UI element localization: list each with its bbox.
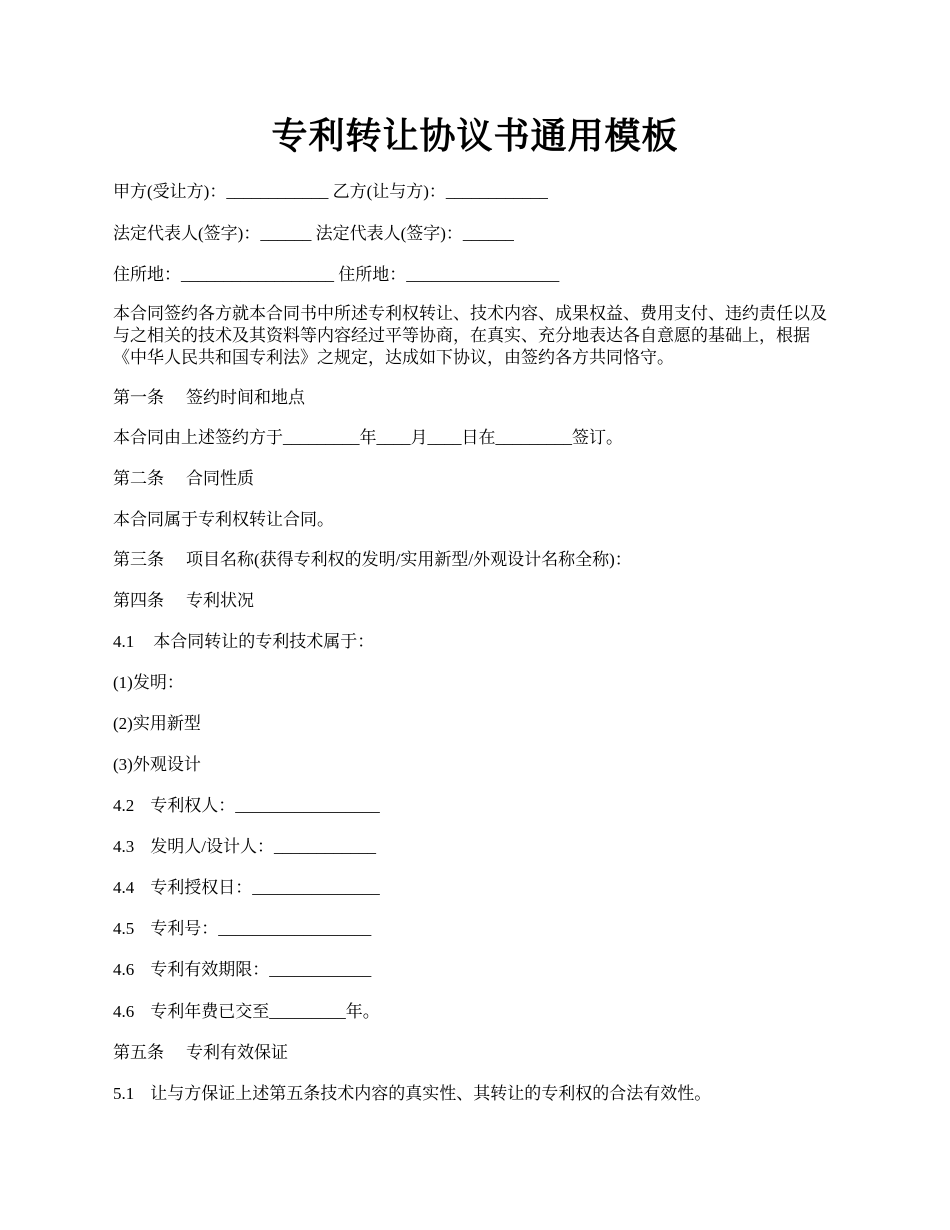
option-invention: (1)发明： <box>113 673 184 692</box>
rep-b-field: 法定代表人(签字)：______ <box>315 224 514 243</box>
clause-text: 让与方保证上述第五条技术内容的真实性、其转让的专利权的合法有效性。 <box>150 1084 712 1103</box>
address-a-field: 住所地：__________________ <box>113 265 334 284</box>
representatives-line <box>113 223 843 245</box>
article-title: 项目名称(获得专利权的发明/实用新型/外观设计名称全称)： <box>186 550 632 569</box>
clause-4-5 <box>113 918 843 940</box>
article-4-heading <box>113 590 843 612</box>
clause-number: 4.5 <box>113 919 135 938</box>
clause-number: 4.4 <box>113 878 135 897</box>
article-2-heading <box>113 468 843 490</box>
clause-number: 4.6 <box>113 960 135 979</box>
clause-text: 本合同转让的专利技术属于： <box>153 632 375 651</box>
article-number: 第一条 <box>113 388 164 407</box>
clause-4-2 <box>113 795 843 817</box>
clause-5-1 <box>113 1083 843 1105</box>
clause-4-1 <box>113 631 843 653</box>
clause-text: 专利年费已交至_________年。 <box>150 1002 380 1021</box>
clause-text: 专利权人：_________________ <box>150 796 380 815</box>
clause-number: 4.2 <box>113 796 135 815</box>
document-title: 专利转让协议书通用模板 <box>271 116 679 156</box>
article-1-heading <box>113 387 843 409</box>
article-3-heading <box>113 549 843 571</box>
article-title: 专利有效保证 <box>186 1043 288 1062</box>
clause-number: 5.1 <box>113 1084 135 1103</box>
article-1-text: 本合同由上述签约方于_________年____月____日在_________签订。 <box>113 428 623 447</box>
article-title: 签约时间和地点 <box>186 388 305 407</box>
clause-text: 专利有效期限：____________ <box>150 960 372 979</box>
article-5-heading <box>113 1042 843 1064</box>
preamble-paragraph: 本合同签约各方就本合同书中所述专利权转让、技术内容、成果权益、费用支付、违约责任以及与之相关的技术及其资料等内容经过平等协商，在真实、充分地表达各自意愿的基础上，根据《中华人民共和国专利法》之规定，达成如下协议，由签约各方共同恪守。 <box>113 304 827 367</box>
clause-text: 专利授权日：_______________ <box>150 878 380 897</box>
address-b-field: 住所地：__________________ <box>338 265 560 284</box>
clause-4-6-fee <box>113 1001 843 1023</box>
article-number: 第五条 <box>113 1043 164 1062</box>
party-a-field: 甲方(受让方)：____________ <box>113 182 329 201</box>
address-line <box>113 264 843 286</box>
article-title: 合同性质 <box>186 469 254 488</box>
option-utility-model: (2)实用新型 <box>113 714 201 733</box>
article-number: 第二条 <box>113 469 164 488</box>
article-number: 第三条 <box>113 550 164 569</box>
rep-a-field: 法定代表人(签字)：______ <box>113 224 312 243</box>
party-b-field: 乙方(让与方)：____________ <box>332 182 548 201</box>
clause-text: 专利号：__________________ <box>150 919 372 938</box>
article-2-text: 本合同属于专利权转让合同。 <box>113 510 334 529</box>
clause-text: 发明人/设计人：____________ <box>150 837 376 856</box>
clause-4-6-term <box>113 959 843 981</box>
clause-number: 4.3 <box>113 837 135 856</box>
clause-number: 4.1 <box>113 632 135 651</box>
clause-4-4 <box>113 877 843 899</box>
clause-number: 4.6 <box>113 1002 135 1021</box>
option-design: (3)外观设计 <box>113 755 201 774</box>
parties-line <box>113 181 843 203</box>
article-title: 专利状况 <box>186 591 254 610</box>
article-number: 第四条 <box>113 591 164 610</box>
clause-4-3 <box>113 836 843 858</box>
